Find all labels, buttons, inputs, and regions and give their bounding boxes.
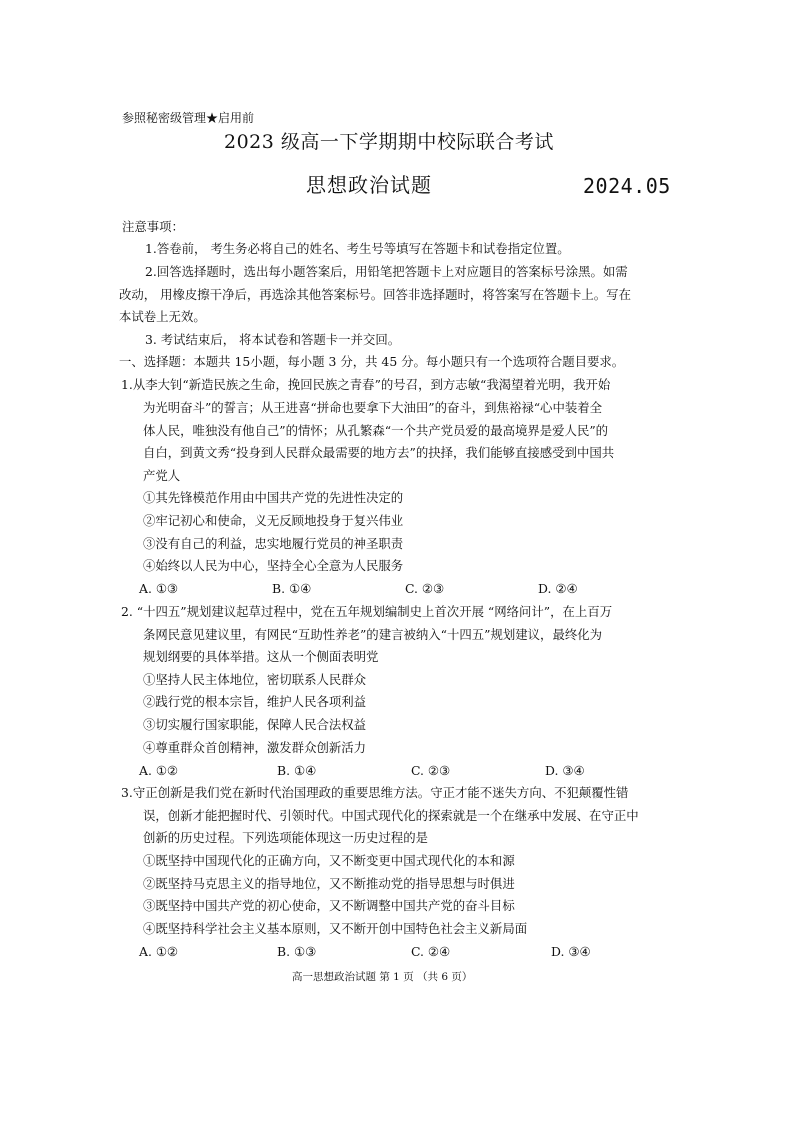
q3-statement-2: ②既坚持马克思主义的指导地位，又不断推动党的指导思想与时俱进 [143, 876, 515, 891]
subject-title: 思想政治试题 [306, 173, 432, 197]
q3-option-d: D. ③④ [551, 944, 591, 959]
q1-statement-1: ①其先锋模范作用由中国共产党的先进性决定的 [143, 490, 404, 505]
q2-stem-line-1: 2. “十四五”规划建议起草过程中，党在五年规划编制史上首次开展 “网络问计”，在上百万 [121, 604, 613, 619]
q2-statement-4: ④尊重群众首创精神，激发群众创新活力 [143, 740, 367, 755]
q3-stem-line-3: 创新的历史过程。下列选项能体现这一历史过程的是 [143, 830, 428, 845]
q1-statement-4: ④始终以人民为中心，坚持全心全意为人民服务 [143, 558, 404, 573]
q1-statement-2: ②牢记初心和使命，义无反顾地投身于复兴伟业 [143, 513, 404, 528]
notice-line-2a: 2.回答选择题时，选出每小题答案后，用铅笔把答题卡上对应题目的答案标号涂黑。如需 [145, 264, 628, 279]
notice-line-1: 1.答卷前， 考生务必将自己的姓名、考生号等填写在答题卡和试卷指定位置。 [145, 241, 570, 256]
notice-line-3: 3. 考试结束后， 将本试卷和答题卡一并交回。 [145, 332, 401, 347]
q2-option-b: B. ①④ [277, 763, 317, 778]
q2-stem-line-3: 规划纲要的具体举措。这从一个侧面表明党 [143, 649, 379, 664]
q2-statement-1: ①坚持人民主体地位，密切联系人民群众 [143, 672, 367, 687]
q1-option-c: C. ②③ [405, 581, 445, 596]
q3-statement-4: ④既坚持科学社会主义基本原则，又不断开创中国特色社会主义新局面 [143, 921, 528, 936]
notice-line-2b: 改动， 用橡皮擦干净后，再选涂其他答案标号。回答非选择题时，将答案写在答题卡上。写在 [119, 287, 631, 302]
exam-date: 2024.05 [583, 174, 671, 198]
exam-title: 2023 级高一下学期期中校际联合考试 [224, 131, 554, 153]
q1-stem-line-5: 产党人 [143, 468, 181, 483]
q2-statement-3: ③切实履行国家职能，保障人民合法权益 [143, 717, 367, 732]
q1-stem-line-2: 为光明奋斗”的誓言；从王进喜“拼命也要拿下大油田”的奋斗，到焦裕禄“心中装着全 [143, 400, 603, 415]
q3-statement-1: ①既坚持中国现代化的正确方向，又不断变更中国式现代化的本和源 [143, 853, 515, 868]
notice-line-2c: 本试卷上无效。 [119, 309, 206, 324]
q3-stem-line-1: 3.守正创新是我们党在新时代治国理政的重要思维方法。守正才能不迷失方向、不犯颠覆性错 [121, 785, 629, 800]
q1-option-a: A. ①③ [139, 581, 179, 596]
q3-option-b: B. ①③ [277, 944, 317, 959]
q3-stem-line-2: 误，创新才能把握时代、引领时代。中国式现代化的探索就是一个在继承中发展、在守正中 [143, 808, 639, 823]
page-footer: 高一思想政治试题 第 1 页 （共 6 页） [292, 971, 473, 983]
q3-option-c: C. ②④ [411, 944, 451, 959]
notice-heading: 注意事项： [122, 219, 184, 234]
q2-statement-2: ②践行党的根本宗旨，维护人民各项利益 [143, 694, 367, 709]
q1-stem-line-1: 1.从李大钊“新造民族之生命，挽回民族之青春”的号召，到方志敏“我渴望着光明，我开始 [121, 377, 611, 392]
q1-option-d: D. ②④ [538, 581, 578, 596]
q3-option-a: A. ①② [139, 944, 179, 959]
q2-stem-line-2: 条网民意见建议里，有网民“互助性养老”的建言被纳入“十四五”规划建议，最终化为 [143, 627, 603, 642]
q3-statement-3: ③既坚持中国共产党的初心使命，又不断调整中国共产党的奋斗目标 [143, 898, 515, 913]
q1-option-b: B. ①④ [272, 581, 312, 596]
q2-option-d: D. ③④ [545, 763, 585, 778]
secret-mark: 参照秘密级管理★启用前 [122, 111, 255, 125]
q1-stem-line-4: 自白，到黄文秀“投身到人民群众最需要的地方去”的抉择，我们能够直接感受到中国共 [143, 445, 615, 460]
q1-stem-line-3: 体人民，唯独没有他自己”的情怀；从孔繁森“一个共产党员爱的最高境界是爱人民”的 [143, 423, 609, 438]
q2-option-a: A. ①② [139, 763, 179, 778]
q2-option-c: C. ②③ [411, 763, 451, 778]
section-heading: 一、选择题：本题共 15小题，每小题 3 分，共 45 分。每小题只有一个选项符合题目要求。 [119, 354, 625, 369]
q1-statement-3: ③没有自己的利益，忠实地履行党员的神圣职责 [143, 536, 404, 551]
